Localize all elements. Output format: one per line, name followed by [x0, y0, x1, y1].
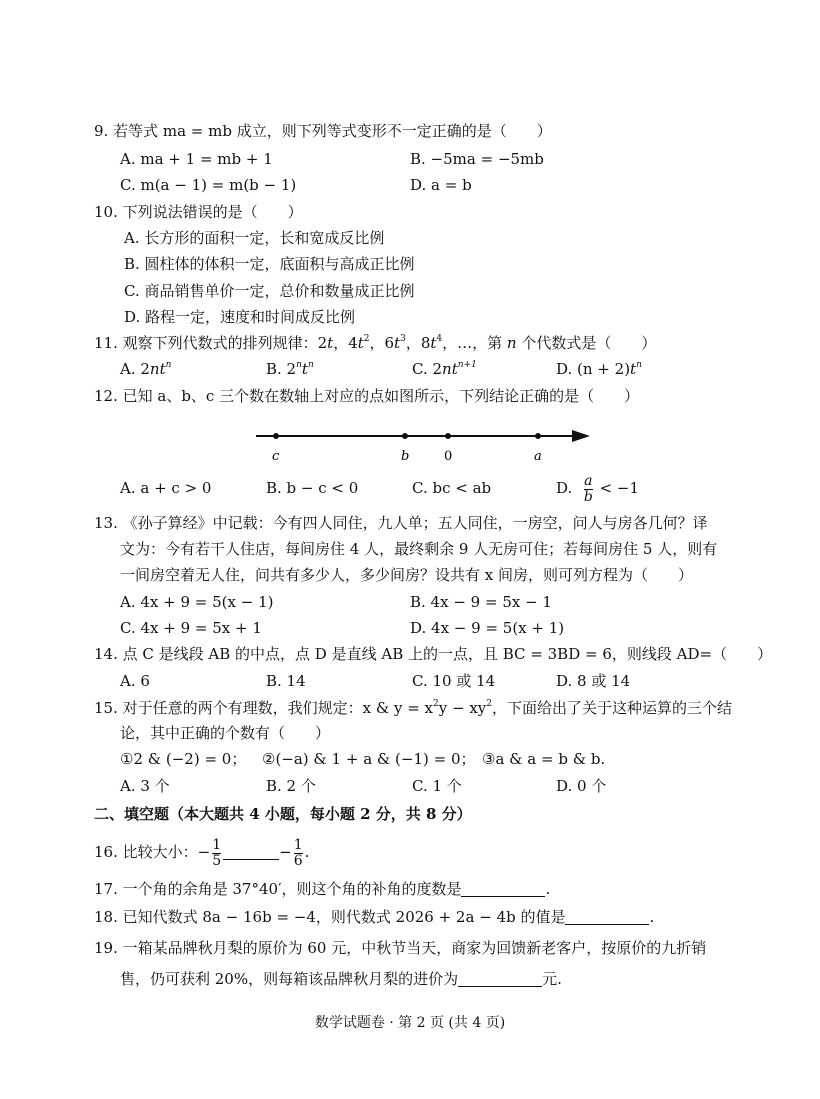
- q11-option-d: D. $(n + 2)t^n$: [556, 360, 642, 378]
- q9-option-d: D. a = b: [410, 176, 472, 194]
- q12-option-c: C. bc < ab: [412, 479, 492, 497]
- q15-line-1: 15. 对于任意的两个有理数，我们规定：x & $y = x^2y - xy^2$，下面给出了关于这种运算的三个结: [94, 699, 733, 717]
- q9-option-b: B. −5ma = −5mb: [410, 150, 544, 168]
- q16-answer-blank[interactable]: [223, 859, 279, 860]
- q13-option-a: A. 4x + 9 = 5(x − 1): [120, 593, 274, 611]
- q13-line-3: 一间房空着无人住，问共有多少人，多少间房？设共有 x 间房，则可列方程为（ ）: [120, 566, 693, 584]
- point-a: [535, 433, 541, 439]
- q15-statement-1: ①2 & (−2) = 0；: [120, 750, 247, 768]
- q13-option-d: D. 4x − 9 = 5(x + 1): [410, 619, 565, 637]
- label-zero: 0: [444, 449, 453, 464]
- q17-line: 17. 一个角的余角是 37°40′，则这个角的补角的度数是 .: [94, 880, 551, 898]
- q15-statement-3: ③a & a = b & b.: [482, 750, 606, 768]
- q15-line-2: 论，其中正确的个数有（ ）: [120, 724, 331, 742]
- q12-option-d: D. $\frac{a}{b}$ < −1: [556, 472, 640, 505]
- q9-stem: 9. 若等式 ma = mb 成立，则下列等式变形不一定正确的是（ ）: [94, 122, 552, 140]
- page-footer: 数学试题卷 · 第 2 页 (共 4 页): [314, 1015, 506, 1031]
- q11-stem: 11. 观察下列代数式的排列规律：2t，$4t^2$，$6t^3$，$8t^4$，…，第 n 个代数式是（ ）: [94, 334, 657, 352]
- q10-option-c: C. 商品销售单价一定，总价和数量成正比例: [124, 282, 415, 300]
- q11-option-b: B. $2^nt^n$: [266, 360, 314, 378]
- q16-line: 16. 比较大小：− $\frac{1}{5}$ − $\frac{1}{6}$ .: [94, 836, 310, 869]
- q13-line-1: 13. 《孙子算经》中记载：今有四人同住，九人单；五人同住，一房空，问人与房各几何？译: [94, 514, 708, 532]
- q10-option-d: D. 路程一定，速度和时间成反比例: [124, 308, 356, 326]
- q15-option-b: B. 2 个: [266, 777, 316, 795]
- q9-option-c: C. m(a − 1) = m(b − 1): [120, 176, 297, 194]
- q17-answer-blank[interactable]: [461, 896, 545, 897]
- q19-answer-blank[interactable]: [458, 986, 542, 987]
- q10-option-b: B. 圆柱体的体积一定，底面积与高成正比例: [124, 255, 415, 273]
- q15-statement-2: ②(−a) & 1 + a & (−1) = 0；: [262, 750, 476, 768]
- q18-answer-blank[interactable]: [565, 924, 649, 925]
- q13-line-2: 文为：今有若干人住店，每间房住 4 人，最终剩余 9 人无房可住；若每间房住 5 人，则有: [120, 540, 718, 558]
- point-c: [273, 433, 279, 439]
- number-line-arrow: [572, 430, 590, 442]
- q15-option-c: C. 1 个: [412, 777, 462, 795]
- q15-option-d: D. 0 个: [556, 777, 607, 795]
- q14-stem: 14. 点 C 是线段 AB 的中点，点 D 是直线 AB 上的一点，且 BC = 3BD = 6，则线段 AD=（ ）: [94, 645, 773, 663]
- label-a: a: [534, 449, 542, 464]
- q13-option-b: B. 4x − 9 = 5x − 1: [410, 593, 552, 611]
- q10-stem: 10. 下列说法错误的是（ ）: [94, 203, 303, 221]
- q11-option-c: C. $2nt^{n+1}$: [412, 360, 477, 378]
- q12-option-a: A. a + c > 0: [120, 479, 212, 497]
- q12-stem: 12. 已知 a、b、c 三个数在数轴上对应的点如图所示，下列结论正确的是（ ）: [94, 387, 640, 405]
- q14-option-a: A. 6: [120, 672, 150, 690]
- q13-option-c: C. 4x + 9 = 5x + 1: [120, 619, 262, 637]
- q18-line: 18. 已知代数式 8a − 16b = −4，则代数式 2026 + 2a − 4b 的值是 .: [94, 908, 655, 926]
- number-line-figure: [250, 420, 600, 470]
- label-b: b: [401, 449, 410, 464]
- q15-option-a: A. 3 个: [120, 777, 170, 795]
- q14-option-c: C. 10 或 14: [412, 672, 496, 690]
- q12-option-b: B. b − c < 0: [266, 479, 359, 497]
- q11-option-a: A. $2nt^n$: [120, 360, 172, 378]
- q9-option-a: A. ma + 1 = mb + 1: [120, 150, 273, 168]
- q19-line-2: 售，仍可获利 20%，则每箱该品牌秋月梨的进价为 元.: [120, 970, 562, 988]
- point-b: [402, 433, 408, 439]
- label-c: c: [272, 449, 280, 464]
- section-2-heading: 二、填空题（本大题共 4 小题，每小题 2 分，共 8 分）: [94, 805, 472, 823]
- q19-line-1: 19. 一箱某品牌秋月梨的原价为 60 元，中秋节当天，商家为回馈新老客户，按原价的九折销: [94, 939, 707, 957]
- q14-option-b: B. 14: [266, 672, 306, 690]
- point-zero: [445, 433, 451, 439]
- q10-option-a: A. 长方形的面积一定，长和宽成反比例: [124, 229, 385, 247]
- q14-option-d: D. 8 或 14: [556, 672, 631, 690]
